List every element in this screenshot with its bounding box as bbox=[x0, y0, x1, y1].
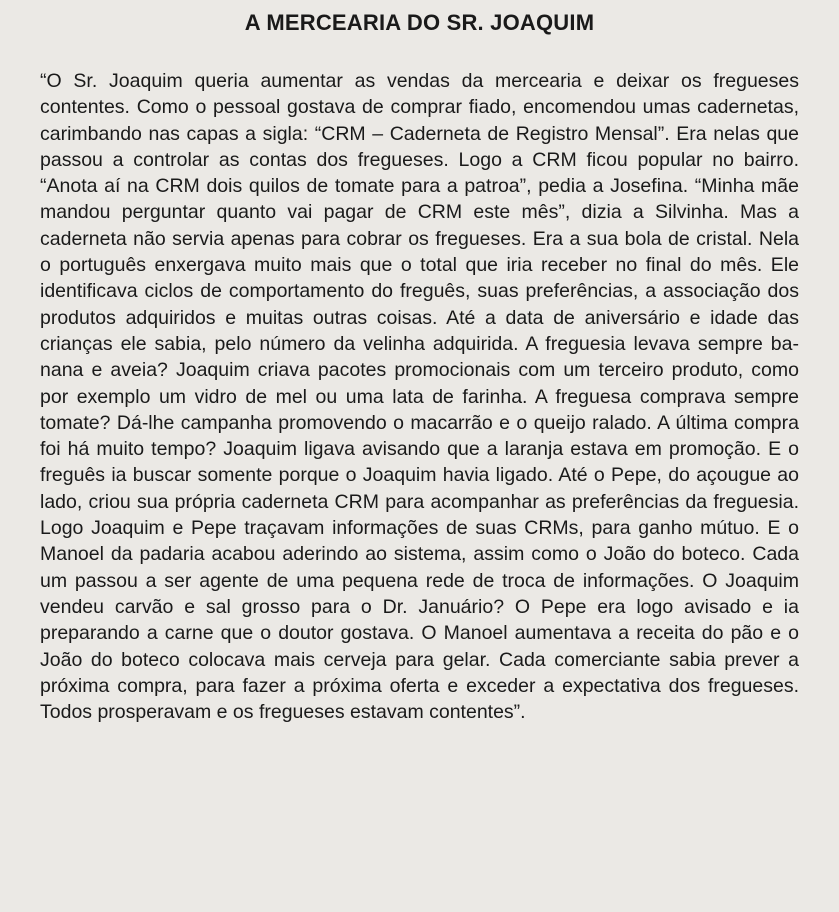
document-body-text: “O Sr. Joaquim queria aumentar as vendas da mercearia e deixar os fregueses contentes. Como o pessoal gostava de comprar fiado, encomendou umas cadernetas, carimbando nas capas a sigla: “CRM – Caderneta de Registro Mensal”. Era nelas que passou a controlar as contas dos fregueses. Logo a CRM ficou popular no bairro. “Anota aí na CRM dois quilos de tomate para a patroa”, pedia a Josefina. “Minha mãe mandou perguntar quanto vai pagar de CRM este mês”, dizia a Silvinha. Mas a caderneta não servia apenas para cobrar os fregueses. Era a sua bola de cristal. Nela o português enxergava muito mais que o total que iria receber no final do mês. Ele identificava ciclos de comportamento do freguês, suas preferências, a associação dos produtos adquiridos e muitas outras coisas. Até a data de aniversário e idade das crianças ele sabia, pelo número da velinha adquirida. A freguesia levava sempre banana e aveia? Joaquim criava pacotes promocionais com um terceiro produto, como por exemplo um vidro de mel ou uma lata de farinha. A freguesa comprava sempre tomate? Dá-lhe campanha promovendo o macarrão e o queijo ralado. A última compra foi há muito tempo? Joaquim ligava avisando que a laranja estava em promoção. E o freguês ia buscar somente porque o Joaquim havia ligado. Até o Pepe, do açougue ao lado, criou sua própria caderneta CRM para acompanhar as preferências da freguesia. Logo Joaquim e Pepe traçavam informações de suas CRMs, para ganho mútuo. E o Manoel da padaria acabou aderindo ao sistema, assim como o João do boteco. Cada um passou a ser agente de uma pequena rede de troca de informações. O Joaquim vendeu carvão e sal grosso para o Dr. Januário? O Pepe era logo avisado e ia preparando a carne que o doutor gostava. O Manoel aumentava a receita do pão e o João do boteco colocava mais cerveja para gelar. Cada comerciante sabia prever a próxima compra, para fazer a próxima oferta e exceder a expectativa dos fregueses. Todos prosperavam e os fregueses estavam contentes”. bbox=[40, 70, 799, 724]
document-title: A MERCEARIA DO SR. JOAQUIM bbox=[244, 10, 595, 35]
